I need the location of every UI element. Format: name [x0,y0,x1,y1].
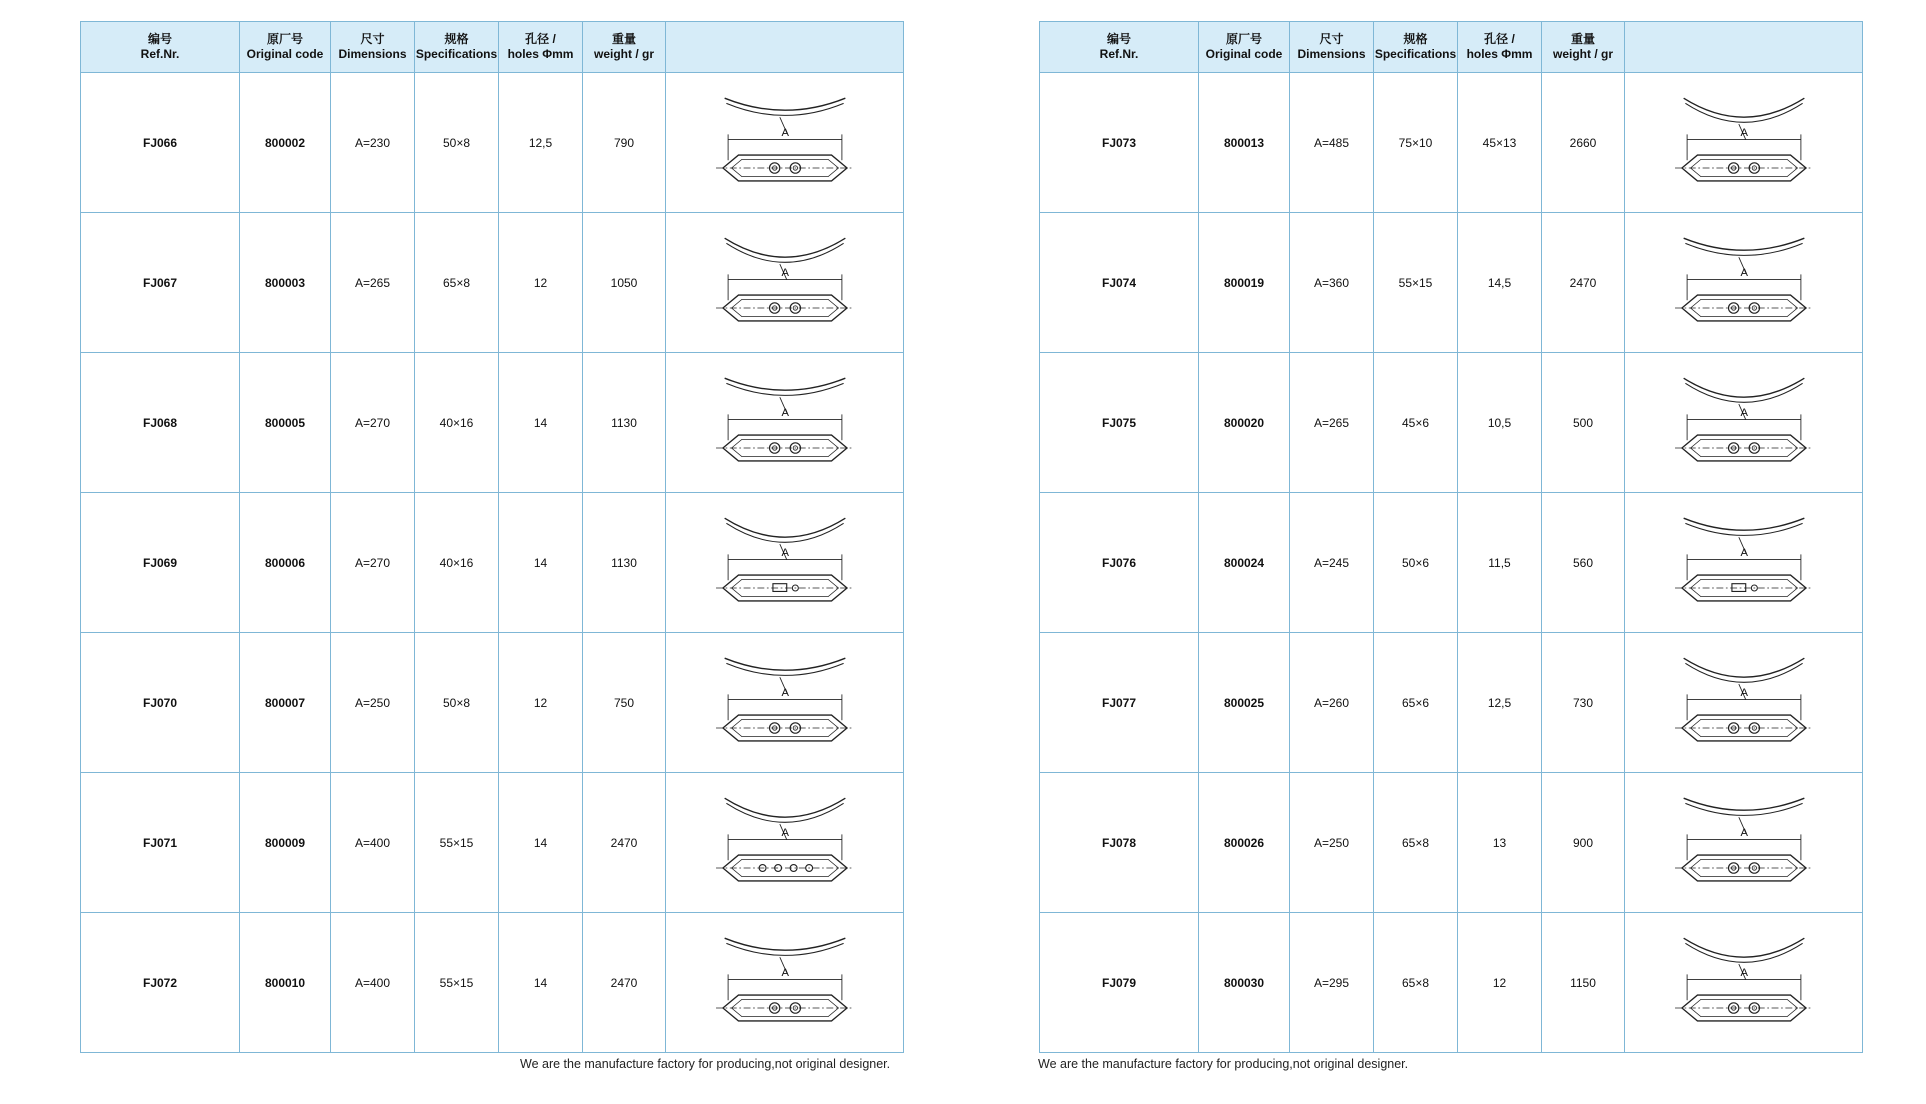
table-row [81,493,904,633]
header-drawing [1625,22,1863,73]
table-row [1040,773,1863,913]
part-ref-cell: FJ067 [81,213,240,353]
catalog-panel-left [80,21,903,1053]
weight-cell: 500 [1542,353,1625,493]
holes-cell: 12,5 [1458,633,1542,773]
footnote-right: We are the manufacture factory for producing,not original designer. [1038,1057,1409,1071]
holes-cell: 10,5 [1458,353,1542,493]
blade-drawing [666,493,904,633]
dimensions-cell: A=265 [1290,353,1374,493]
holes-cell: 12 [499,633,583,773]
table-row [81,773,904,913]
header-specifications: 规格 Specifications [415,22,499,73]
dimensions-cell: A=295 [1290,913,1374,1053]
dimension-label: A [1740,406,1748,419]
weight-cell: 750 [583,633,666,773]
original-code-cell: 800030 [1199,913,1290,1053]
blade-drawing [1625,353,1863,493]
holes-cell: 14 [499,773,583,913]
table-row [1040,213,1863,353]
table-row [81,213,904,353]
specifications-cell: 65×8 [1374,773,1458,913]
blade-drawing [666,73,904,213]
dimensions-cell: A=265 [331,213,415,353]
specifications-cell: 55×15 [415,913,499,1053]
weight-cell: 1130 [583,353,666,493]
weight-cell: 2470 [583,773,666,913]
specifications-cell: 75×10 [1374,73,1458,213]
dimension-label: A [1740,686,1748,699]
part-ref-cell: FJ070 [81,633,240,773]
footnote-left: We are the manufacture factory for producing,not original designer. [520,1057,891,1071]
weight-cell: 2660 [1542,73,1625,213]
blade-drawing [666,913,904,1053]
specifications-cell: 40×16 [415,493,499,633]
blade-drawing [666,773,904,913]
header-original-code: 原厂号 Original code [1199,22,1290,73]
table-row [1040,493,1863,633]
dimensions-cell: A=250 [331,633,415,773]
header-dimensions: 尺寸 Dimensions [331,22,415,73]
table-row [81,73,904,213]
catalog-panel-right [1039,21,1862,1053]
header-specifications: 规格 Specifications [1374,22,1458,73]
dimension-label: A [1740,126,1748,139]
holes-cell: 12 [1458,913,1542,1053]
original-code-cell: 800009 [240,773,331,913]
part-ref-cell: FJ066 [81,73,240,213]
specifications-cell: 50×6 [1374,493,1458,633]
dimension-label: A [781,406,789,419]
dimension-label: A [781,546,789,559]
specifications-cell: 50×8 [415,73,499,213]
blade-drawing [666,353,904,493]
holes-cell: 13 [1458,773,1542,913]
holes-cell: 12,5 [499,73,583,213]
dimensions-cell: A=400 [331,773,415,913]
blade-drawing [666,633,904,773]
dimensions-cell: A=360 [1290,213,1374,353]
dimension-label: A [1740,266,1748,279]
dimensions-cell: A=230 [331,73,415,213]
table-row [1040,353,1863,493]
weight-cell: 730 [1542,633,1625,773]
dimension-label: A [781,966,789,979]
part-ref-cell: FJ074 [1040,213,1199,353]
blade-drawing [1625,913,1863,1053]
header-weight: 重量 weight / gr [583,22,666,73]
header-original-code: 原厂号 Original code [240,22,331,73]
dimensions-cell: A=270 [331,353,415,493]
header-weight: 重量 weight / gr [1542,22,1625,73]
part-ref-cell: FJ077 [1040,633,1199,773]
blade-drawing [1625,633,1863,773]
holes-cell: 11,5 [1458,493,1542,633]
table-row [1040,73,1863,213]
specifications-cell: 55×15 [1374,213,1458,353]
dimensions-cell: A=400 [331,913,415,1053]
dimension-label: A [1740,966,1748,979]
header-ref: 编号 Ref.Nr. [81,22,240,73]
weight-cell: 1150 [1542,913,1625,1053]
original-code-cell: 800003 [240,213,331,353]
holes-cell: 14 [499,353,583,493]
dimension-label: A [781,266,789,279]
original-code-cell: 800025 [1199,633,1290,773]
dimension-label: A [781,686,789,699]
weight-cell: 1130 [583,493,666,633]
part-ref-cell: FJ079 [1040,913,1199,1053]
header-ref: 编号 Ref.Nr. [1040,22,1199,73]
holes-cell: 14,5 [1458,213,1542,353]
table-row [81,913,904,1053]
dimensions-cell: A=485 [1290,73,1374,213]
dimension-label: A [1740,826,1748,839]
specifications-cell: 55×15 [415,773,499,913]
holes-cell: 45×13 [1458,73,1542,213]
dimension-label: A [781,126,789,139]
parts-table-left [80,21,904,1053]
weight-cell: 2470 [583,913,666,1053]
original-code-cell: 800006 [240,493,331,633]
original-code-cell: 800024 [1199,493,1290,633]
original-code-cell: 800026 [1199,773,1290,913]
blade-drawing [1625,773,1863,913]
specifications-cell: 45×6 [1374,353,1458,493]
rows-right [1040,73,1863,1053]
weight-cell: 900 [1542,773,1625,913]
original-code-cell: 800020 [1199,353,1290,493]
original-code-cell: 800007 [240,633,331,773]
part-ref-cell: FJ072 [81,913,240,1053]
blade-drawing [1625,493,1863,633]
dimensions-cell: A=245 [1290,493,1374,633]
holes-cell: 14 [499,493,583,633]
specifications-cell: 50×8 [415,633,499,773]
header-row [1040,22,1863,73]
header-holes: 孔径 / holes Φmm [499,22,583,73]
weight-cell: 560 [1542,493,1625,633]
part-ref-cell: FJ069 [81,493,240,633]
header-row [81,22,904,73]
holes-cell: 12 [499,213,583,353]
part-ref-cell: FJ075 [1040,353,1199,493]
part-ref-cell: FJ073 [1040,73,1199,213]
blade-drawing [1625,213,1863,353]
weight-cell: 1050 [583,213,666,353]
holes-cell: 14 [499,913,583,1053]
weight-cell: 2470 [1542,213,1625,353]
specifications-cell: 40×16 [415,353,499,493]
dimension-label: A [1740,546,1748,559]
part-ref-cell: FJ078 [1040,773,1199,913]
original-code-cell: 800005 [240,353,331,493]
part-ref-cell: FJ071 [81,773,240,913]
specifications-cell: 65×6 [1374,633,1458,773]
parts-table-right [1039,21,1863,1053]
dimensions-cell: A=260 [1290,633,1374,773]
header-drawing [666,22,904,73]
rows-left [81,73,904,1053]
weight-cell: 790 [583,73,666,213]
part-ref-cell: FJ076 [1040,493,1199,633]
table-row [1040,913,1863,1053]
table-row [81,633,904,773]
dimension-label: A [781,826,789,839]
original-code-cell: 800019 [1199,213,1290,353]
original-code-cell: 800002 [240,73,331,213]
header-holes: 孔径 / holes Φmm [1458,22,1542,73]
blade-drawing [1625,73,1863,213]
dimensions-cell: A=250 [1290,773,1374,913]
specifications-cell: 65×8 [1374,913,1458,1053]
blade-drawing [666,213,904,353]
table-row [81,353,904,493]
original-code-cell: 800013 [1199,73,1290,213]
original-code-cell: 800010 [240,913,331,1053]
dimensions-cell: A=270 [331,493,415,633]
header-dimensions: 尺寸 Dimensions [1290,22,1374,73]
part-ref-cell: FJ068 [81,353,240,493]
specifications-cell: 65×8 [415,213,499,353]
table-row [1040,633,1863,773]
